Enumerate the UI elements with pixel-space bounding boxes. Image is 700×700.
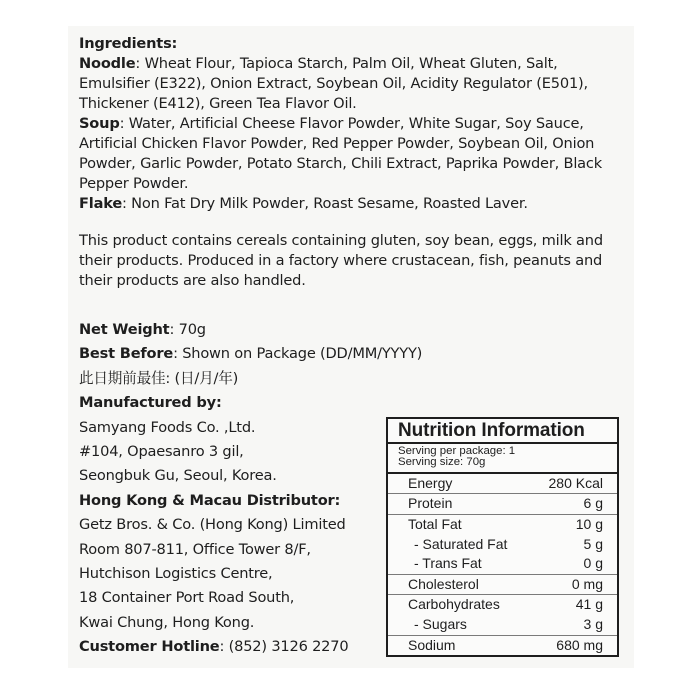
- distributor-line: Hutchison Logistics Centre,: [79, 565, 273, 583]
- net-weight: Net Weight: 70g: [79, 321, 206, 338]
- best-before: Best Before: Shown on Package (DD/MM/YYYY): [79, 345, 423, 363]
- serving-info: [388, 442, 617, 474]
- distributor-line: Getz Bros. & Co. (Hong Kong) Limited: [79, 516, 346, 534]
- distributor-heading: Hong Kong & Macau Distributor:: [79, 491, 341, 509]
- distributor-line: Room 807-811, Office Tower 8/F,: [79, 540, 311, 558]
- noodle-text: : Wheat Flour, Tapioca Starch, Palm Oil, Wheat Gluten, Salt, Emulsifier (E322), Onion Extract, Soybean Oil, Acidity Regulator (E501), Thickener (E412), Green Tea Flavor Oil.: [79, 55, 588, 112]
- distributor-line: Kwai Chung, Hong Kong.: [79, 613, 255, 631]
- nutrient-row: - Sugars 3 g: [388, 615, 617, 636]
- serving-per-package: Serving per package: 1: [398, 445, 516, 457]
- soup-label: Soup: [79, 115, 120, 132]
- nutrient-row: - Trans Fat 0 g: [388, 554, 617, 575]
- nutrient-row: - Saturated Fat 5 g: [414, 535, 603, 552]
- nutrient-row: Carbohydrates 41 g: [408, 596, 603, 613]
- nutrient-row: Protein 6 g: [388, 494, 617, 515]
- product-info: [79, 318, 423, 660]
- nutrient-row: Total Fat 10 g: [408, 516, 603, 532]
- soup-text: : Water, Artificial Cheese Flavor Powder, White Sugar, Soy Sauce, Artificial Chicken Flavor Powder, Red Pepper Powder, Soybean Oil, Onion Powder, Garlic Powder, Potato Starch, Chili Extract, Paprika Powder, Black Pepper Powder.: [79, 115, 602, 192]
- soup-ingredients: [79, 114, 609, 194]
- allergen-statement: This product contains cereals containing gluten, soy bean, eggs, milk and their products. Produced in a factory where crustacean, fish, peanuts and their products are also handled.: [79, 232, 603, 289]
- ingredients-section: [79, 34, 609, 291]
- serving-size: Serving size: 70g: [398, 456, 486, 469]
- manufacturer-line: Samyang Foods Co. ,Ltd.: [79, 418, 256, 436]
- nutrition-table: [386, 417, 619, 657]
- nutrient-row: Energy 280 Kcal: [388, 474, 617, 495]
- flake-text: : Non Fat Dry Milk Powder, Roast Sesame, Roasted Laver.: [122, 195, 528, 212]
- customer-hotline: Customer Hotline: (852) 3126 2270: [79, 638, 349, 656]
- noodle-label: Noodle: [79, 55, 136, 72]
- ingredients-heading: Ingredients:: [79, 35, 178, 52]
- nutrition-title: Nutrition Information: [398, 420, 585, 441]
- distributor-line: 18 Container Port Road South,: [79, 589, 295, 607]
- manufacturer-heading: Manufactured by:: [79, 394, 222, 412]
- chinese-best-before: 此日期前最佳: (日/月/年): [79, 369, 239, 387]
- nutrient-row: Sodium 680 mg: [408, 636, 603, 653]
- flake-ingredients: [79, 194, 609, 214]
- manufacturer-line: Seongbuk Gu, Seoul, Korea.: [79, 467, 277, 485]
- nutrient-row: Cholesterol 0 mg: [388, 575, 617, 596]
- flake-label: Flake: [79, 195, 123, 212]
- noodle-ingredients: [79, 54, 609, 114]
- manufacturer-line: #104, Opaesanro 3 gil,: [79, 443, 244, 461]
